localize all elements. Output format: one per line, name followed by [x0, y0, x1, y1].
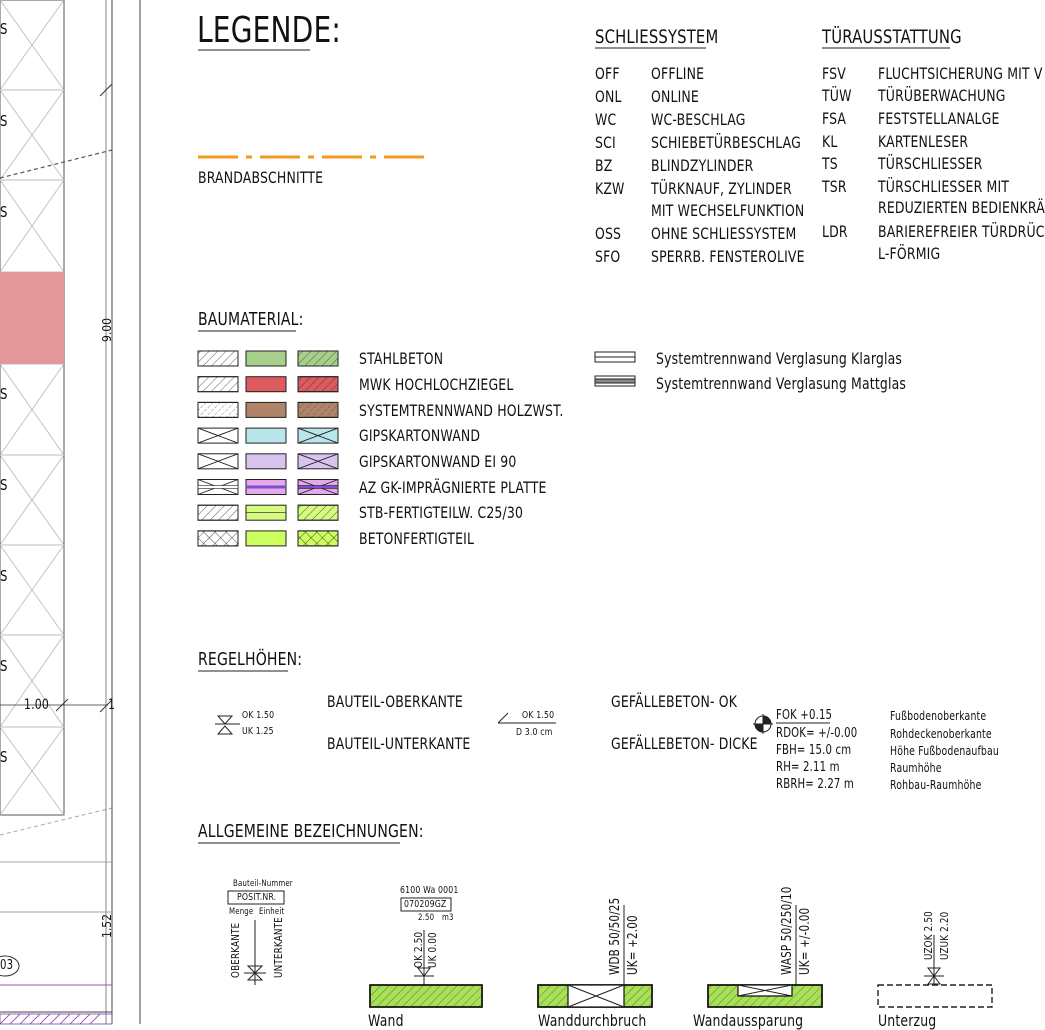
row-mark: S — [0, 567, 8, 585]
wall-id: 070209GZ — [404, 899, 447, 910]
row-mark: S — [0, 657, 8, 675]
sym1-uk: UK 1.25 — [242, 726, 274, 737]
door-code: TÜW — [822, 86, 852, 105]
dimension-horizontal-b: 1 — [108, 697, 116, 713]
locking-desc: TÜRKNAUF, ZYLINDER — [651, 179, 792, 198]
material-swatch-color — [246, 531, 286, 546]
locking-desc: WC-BESCHLAG — [651, 110, 746, 129]
wall-quantity: 2.50 — [418, 913, 435, 923]
glass-clear-label: Systemtrennwand Verglasung Klarglas — [656, 349, 903, 368]
caption-wall-recess: Wandaussparung — [693, 1011, 804, 1030]
material-swatch-combined — [298, 351, 338, 366]
sym2-d: D 3.0 cm — [516, 727, 553, 738]
door-desc: BARIEREFREIER TÜRDRÜC — [878, 222, 1045, 241]
door-desc: TÜRSCHLIESSER — [878, 154, 983, 173]
locking-desc: ONLINE — [651, 87, 699, 106]
locking-code: OFF — [595, 64, 620, 83]
door-desc: KARTENLESER — [878, 132, 969, 151]
row-mark: S — [0, 748, 8, 766]
opening-uk: UK= +2.00 — [626, 915, 641, 975]
material-label: MWK HOCHLOCHZIEGEL — [359, 375, 514, 394]
wall-unit: m3 — [442, 913, 454, 923]
room-tag: 03 — [0, 958, 14, 973]
material-swatch-combined — [298, 454, 338, 469]
material-swatch-combined — [298, 428, 338, 443]
sym2-ok: OK 1.50 — [522, 710, 555, 721]
row-mark: S — [0, 385, 8, 403]
material-swatch-pattern — [198, 377, 238, 392]
material-swatch-color — [246, 428, 286, 443]
locking-code: KZW — [595, 179, 625, 198]
material-swatch-pattern — [198, 454, 238, 469]
material-swatch-pattern — [198, 351, 238, 366]
locking-desc: MIT WECHSELFUNKTION — [651, 201, 805, 220]
material-swatch-pattern — [198, 428, 238, 443]
door-desc: L-FÖRMIG — [878, 244, 941, 263]
unit-label: Einheit — [259, 907, 285, 917]
material-label: AZ GK-IMPRÄGNIERTE PLATTE — [359, 478, 547, 497]
material-label: STB-FERTIGTEILW. C25/30 — [359, 503, 524, 522]
material-label: GIPSKARTONWAND EI 90 — [359, 452, 517, 471]
fire-section-label: BRANDABSCHNITTE — [198, 168, 324, 187]
material-swatch-combined — [298, 531, 338, 546]
door-code: FSA — [822, 109, 847, 128]
dimension-horizontal: 1.00 — [24, 697, 49, 713]
beam-uzuk: UZUK 2.20 — [938, 911, 951, 960]
material-swatch-color — [246, 351, 286, 366]
locking-code: OSS — [595, 224, 622, 243]
glass-matt-label: Systemtrennwand Verglasung Mattglas — [656, 374, 907, 393]
top-edge-vertical: OBERKANTE — [229, 922, 242, 978]
material-swatch-pattern — [198, 531, 238, 546]
position-number: POSIT.NR. — [237, 892, 277, 903]
material-swatch-combined — [298, 505, 338, 520]
locking-desc: SPERRB. FENSTEROLIVE — [651, 247, 805, 266]
wall-uk: UK 0.00 — [426, 932, 439, 968]
caption-wall: Wand — [368, 1011, 404, 1030]
door-desc: REDUZIERTEN BEDIENKRÄ — [878, 198, 1045, 217]
material-swatch-color — [246, 505, 286, 520]
locking-desc: SCHIEBETÜRBESCHLAG — [651, 133, 801, 152]
row-mark: S — [0, 203, 8, 221]
dimension-vertical: 9.00 — [100, 317, 114, 342]
material-swatch-pattern — [198, 402, 238, 417]
door-desc: TÜRÜBERWACHUNG — [878, 86, 1006, 105]
dimension-vertical-low: 1.52 — [100, 913, 114, 938]
opening-code: WDB 50/50/25 — [608, 897, 623, 975]
heights-title: REGELHÖHEN: — [198, 649, 303, 670]
slope-ok-label: GEFÄLLEBETON- OK — [611, 692, 738, 711]
locking-desc: OFFLINE — [651, 64, 705, 83]
caption-beam: Unterzug — [878, 1011, 937, 1030]
wall-ok: OK 2.50 — [412, 931, 425, 968]
recess-code: WASP 50/250/10 — [780, 886, 795, 975]
door-code: FSV — [822, 64, 846, 83]
material-swatch-combined — [298, 402, 338, 417]
rdok-value: RDOK= +/-0.00 — [776, 726, 858, 741]
material-swatch-pattern — [198, 505, 238, 520]
material-swatch-color — [246, 402, 286, 417]
locking-desc: OHNE SCHLIESSYSTEM — [651, 224, 797, 243]
quantity-label: Menge — [229, 907, 254, 917]
beam-uzok: UZOK 2.50 — [922, 911, 935, 960]
material-swatch-color — [246, 454, 286, 469]
locking-desc: BLINDZYLINDER — [651, 156, 754, 175]
door-code: TS — [822, 154, 838, 173]
locking-code: SFO — [595, 247, 621, 266]
row-mark: S — [0, 20, 8, 38]
bottom-edge-label: BAUTEIL-UNTERKANTE — [327, 734, 471, 753]
slope-thickness-label: GEFÄLLEBETON- DICKE — [611, 734, 758, 753]
general-title: ALLGEMEINE BEZEICHNUNGEN: — [198, 821, 424, 842]
locking-title: SCHLIESSYSTEM — [595, 26, 719, 48]
part-number-label: Bauteil-Nummer — [233, 879, 293, 889]
door-code: KL — [822, 132, 838, 151]
fok-value: FOK +0.15 — [776, 708, 833, 723]
material-swatch-combined — [298, 377, 338, 392]
height-desc: Rohbau-Raumhöhe — [890, 778, 982, 792]
locking-code: BZ — [595, 156, 613, 175]
material-swatch-pattern — [198, 480, 238, 495]
height-desc: Fußbodenoberkante — [890, 709, 987, 723]
recess-uk: UK= +/-0.00 — [798, 907, 813, 975]
door-desc: FESTSTELLANALGE — [878, 109, 1000, 128]
door-desc: FLUCHTSICHERUNG MIT V — [878, 64, 1043, 83]
material-swatch-color — [246, 377, 286, 392]
rbrh-value: RBRH= 2.27 m — [776, 777, 854, 792]
door-code: LDR — [822, 222, 848, 241]
height-desc: Höhe Fußbodenaufbau — [890, 744, 999, 758]
fbh-value: FBH= 15.0 cm — [776, 743, 852, 758]
locking-code: ONL — [595, 87, 622, 106]
row-mark: S — [0, 476, 8, 494]
material-swatch-combined — [298, 480, 338, 495]
locking-code: WC — [595, 110, 617, 129]
sym1-ok: OK 1.50 — [242, 710, 275, 721]
locking-code: SCI — [595, 133, 616, 152]
door-title: TÜRAUSSTATTUNG — [822, 26, 962, 48]
rh-value: RH= 2.11 m — [776, 760, 840, 775]
door-code: TSR — [822, 177, 847, 196]
top-edge-label: BAUTEIL-OBERKANTE — [327, 692, 463, 711]
material-label: GIPSKARTONWAND — [359, 426, 481, 445]
wall-code: 6100 Wa 0001 — [400, 885, 459, 896]
material-label: BETONFERTIGTEIL — [359, 529, 475, 548]
materials-title: BAUMATERIAL: — [198, 309, 304, 330]
height-desc: Rohdeckenoberkante — [890, 727, 992, 741]
material-swatch-color — [246, 480, 286, 495]
row-mark: S — [0, 112, 8, 130]
height-desc: Raumhöhe — [890, 761, 942, 775]
material-label: SYSTEMTRENNWAND HOLZWST. — [359, 401, 564, 420]
legend-title: LEGENDE: — [197, 10, 341, 51]
material-label: STAHLBETON — [359, 349, 444, 368]
bottom-edge-vertical: UNTERKANTE — [272, 917, 285, 978]
door-desc: TÜRSCHLIESSER MIT — [878, 177, 1010, 196]
caption-wall-opening: Wanddurchbruch — [538, 1011, 647, 1030]
